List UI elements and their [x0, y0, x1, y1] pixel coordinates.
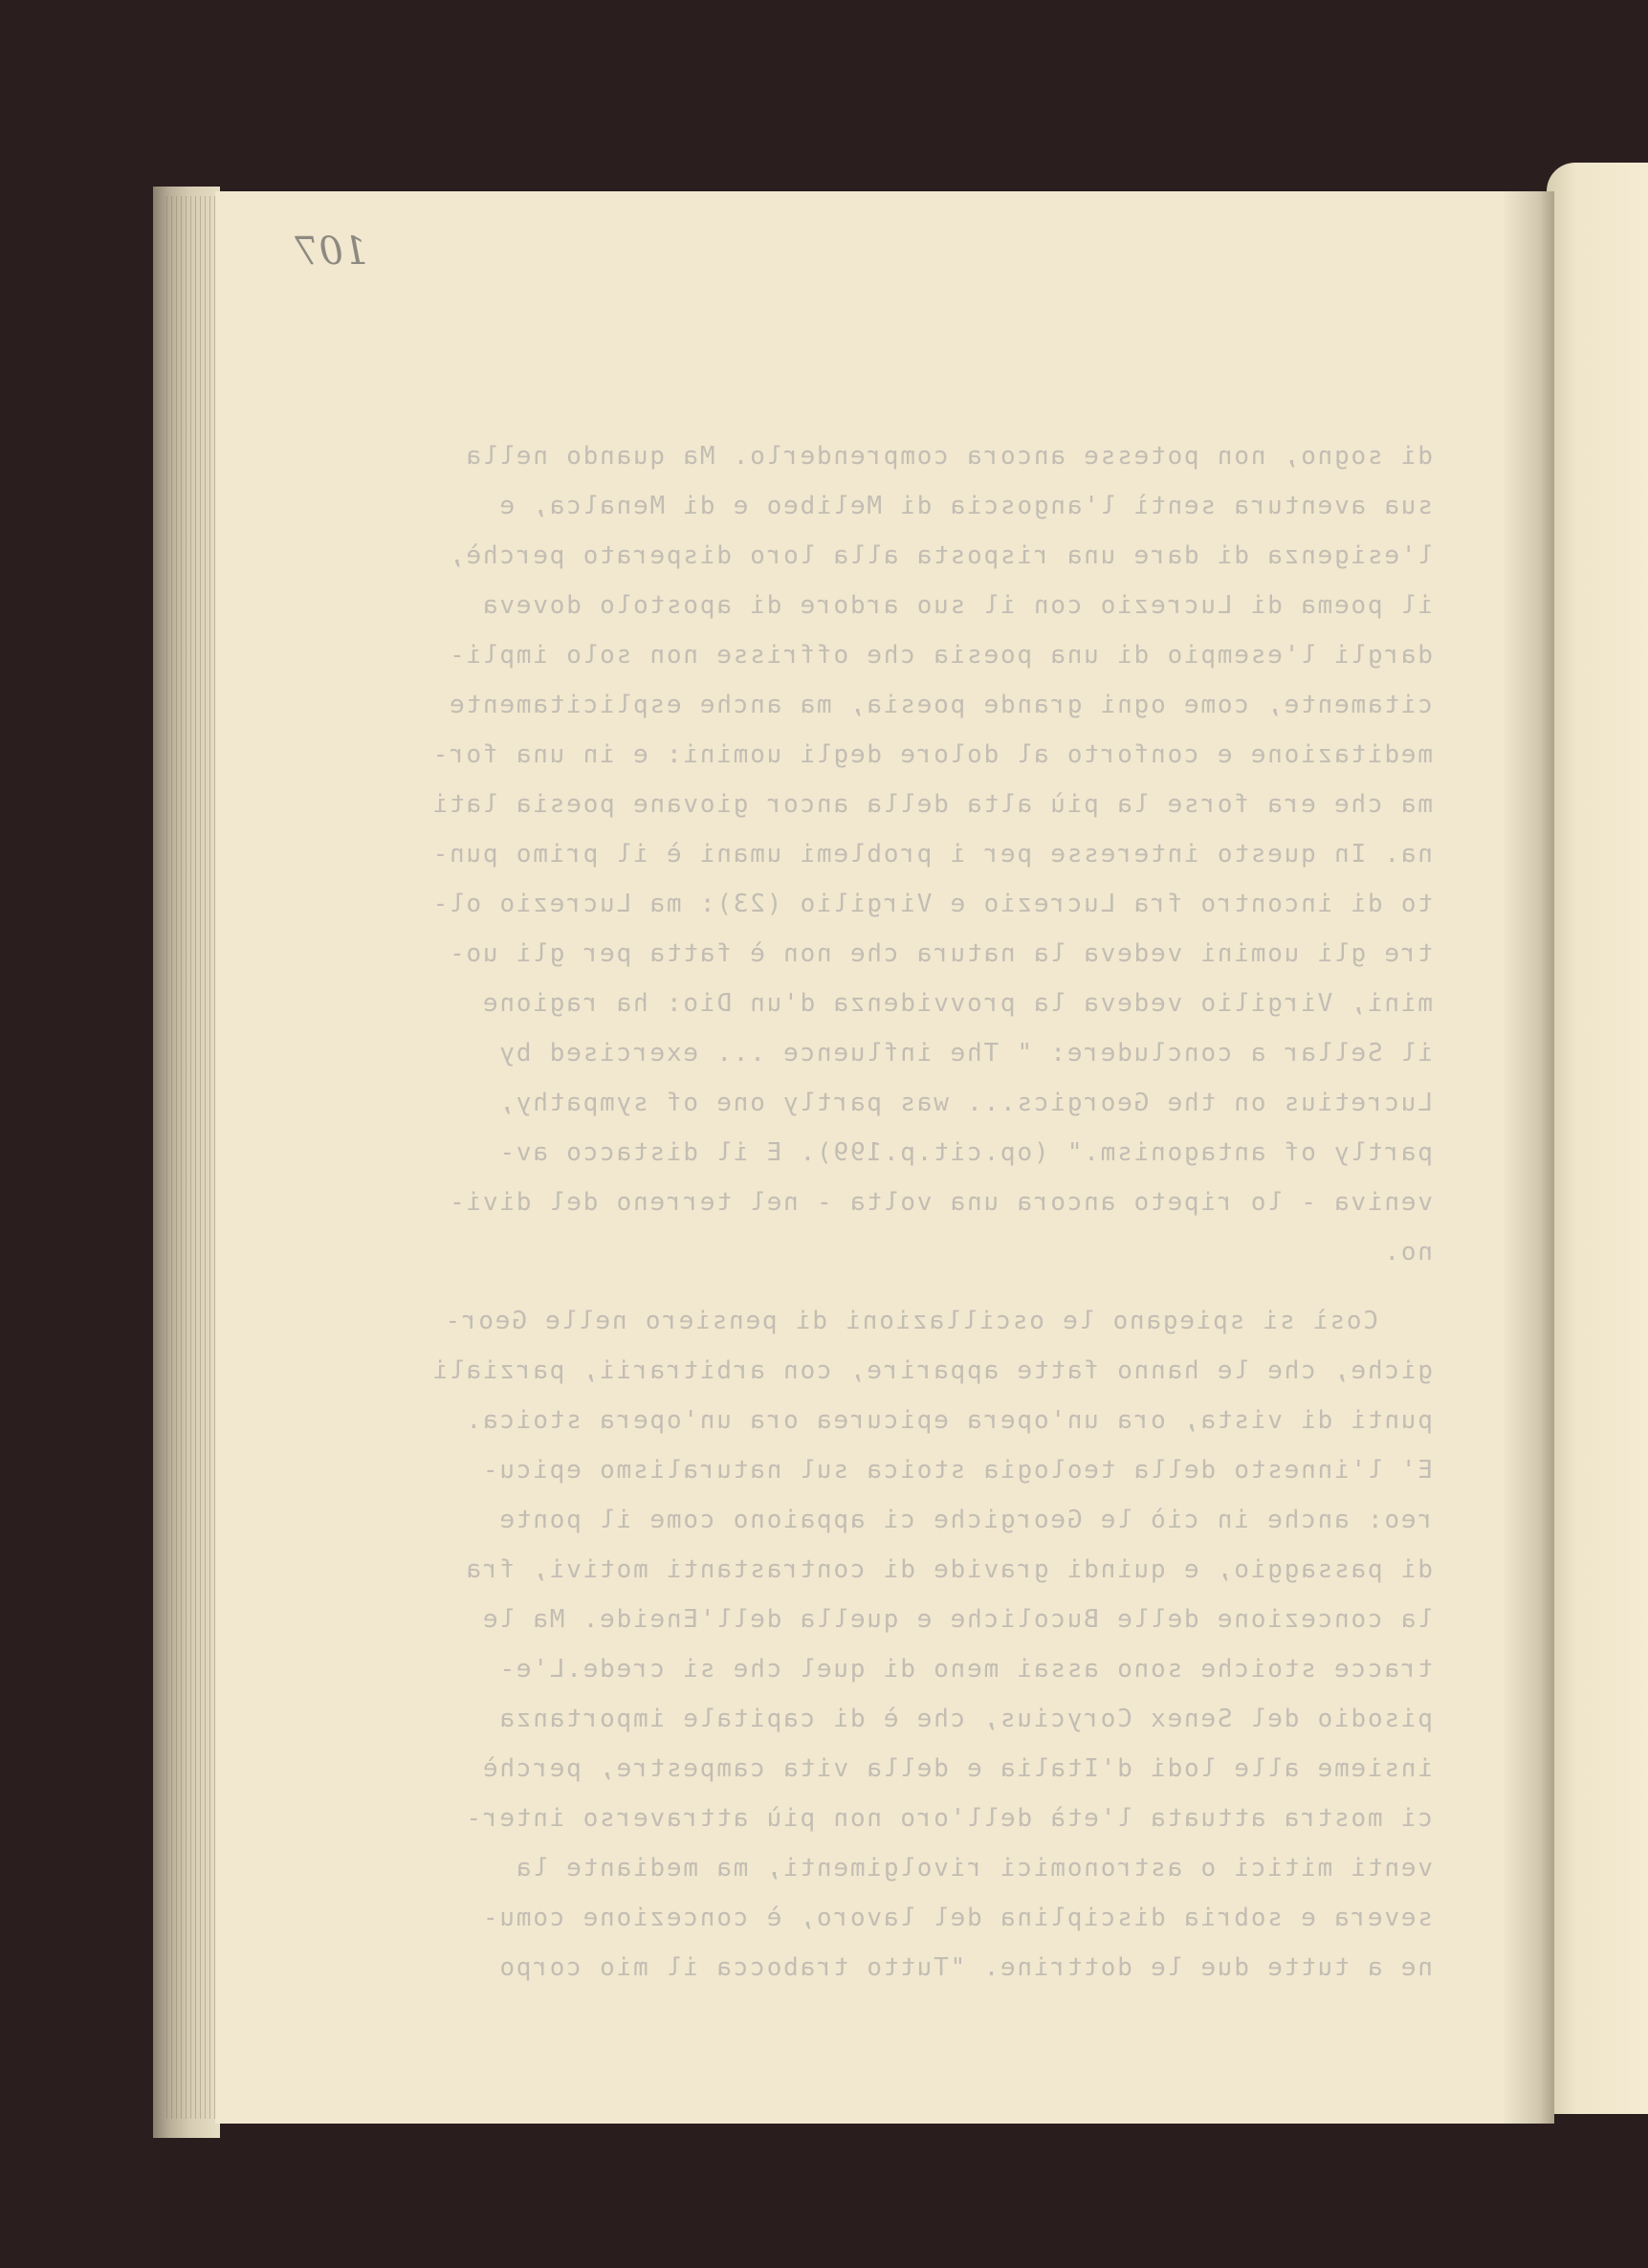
text-line: no. [1382, 1238, 1433, 1266]
text-line: tracce stoiche sono assai meno di quel che si crede.L'e- [497, 1655, 1433, 1684]
text-line: l'esigenza di dare una risposta alla loro disperato perchè, [448, 541, 1433, 570]
page-number: 107 [295, 230, 368, 274]
text-line: severa e sobria disciplina del lavoro, è concezione comu- [481, 1904, 1433, 1932]
text-line: il Sellar a concludere: " The influence ... exercised by [497, 1039, 1433, 1068]
text-line: ne a tutte due le dottrine. "Tutto trabocca il mio corpo [497, 1953, 1433, 1982]
text-line: pisodio del Senex Corycius, che è di capitale importanza [497, 1705, 1433, 1733]
text-line: to di incontro fra Lucrezio e Virgilio (23): ma Lucrezio ol- [430, 890, 1433, 918]
text-line: la concezione delle Bucoliche e quella dell'Eneide. Ma le [481, 1605, 1433, 1634]
text-line: dargli l'esempio di una poesia che offrisse non solo impli- [448, 641, 1433, 670]
text-line: punti di vista, ora un'opera epicurea ora un'opera stoica. [464, 1406, 1433, 1435]
text-line: veniva - lo ripeto ancora una volta - nel terreno del divi- [448, 1188, 1433, 1217]
text-line: partly of antagonism." (op.cit.p.199). E il distacco av- [497, 1138, 1433, 1167]
text-line: giche, che le hanno fatte apparire, con arbitrarii, parziali [430, 1356, 1433, 1385]
text-line: ma che era forse la più alta della ancor giovane poesia lati [430, 790, 1433, 819]
text-line: citamente, come ogni grande poesia, ma anche esplicitamente [448, 691, 1433, 719]
text-line: il poema di Lucrezio con il suo ardore di apostolo doveva [481, 591, 1433, 620]
text-line: Lucretius on the Georgics... was partly one of sympathy, [497, 1089, 1433, 1117]
text-line: venti mitici o astronomici rivolgimenti, ma mediante la [515, 1854, 1433, 1883]
text-line: ci mostra attuata l'età dell'oro non più attraverso inter- [464, 1804, 1433, 1833]
text-line: E' l'innesto della teologia stoica sul naturalismo epicu- [481, 1456, 1433, 1485]
text-line: mini, Virgilio vedeva la provvidenza d'un Dio: ha ragione [481, 989, 1433, 1018]
text-line: reo: anche in ciò le Georgiche ci appaiono come il ponte [497, 1506, 1433, 1534]
text-line: sua aventura sentì l'angoscia di Melibeo e di Menalca, e [497, 492, 1433, 520]
text-line: tre gli uomini vedeva la natura che non è fatta per gli uo- [448, 939, 1433, 968]
text-line: na. In questo interesse per i problemi umani è il primo pun- [430, 840, 1433, 869]
text-line: insieme alle lodi d'Italia e della vita campestre, perchè [481, 1754, 1433, 1783]
text-line: di sogno, non potesse ancora comprenderlo. Ma quando nella [464, 442, 1433, 471]
text-line: Così si spiegano le oscillazioni di pensiero nelle Geor- [443, 1307, 1378, 1335]
text-line: meditazione e conforto al dolore degli uomini: e in una for- [430, 740, 1433, 769]
text-line: di passaggio, e quindi gravide di contrastanti motivi, fra [464, 1555, 1433, 1584]
